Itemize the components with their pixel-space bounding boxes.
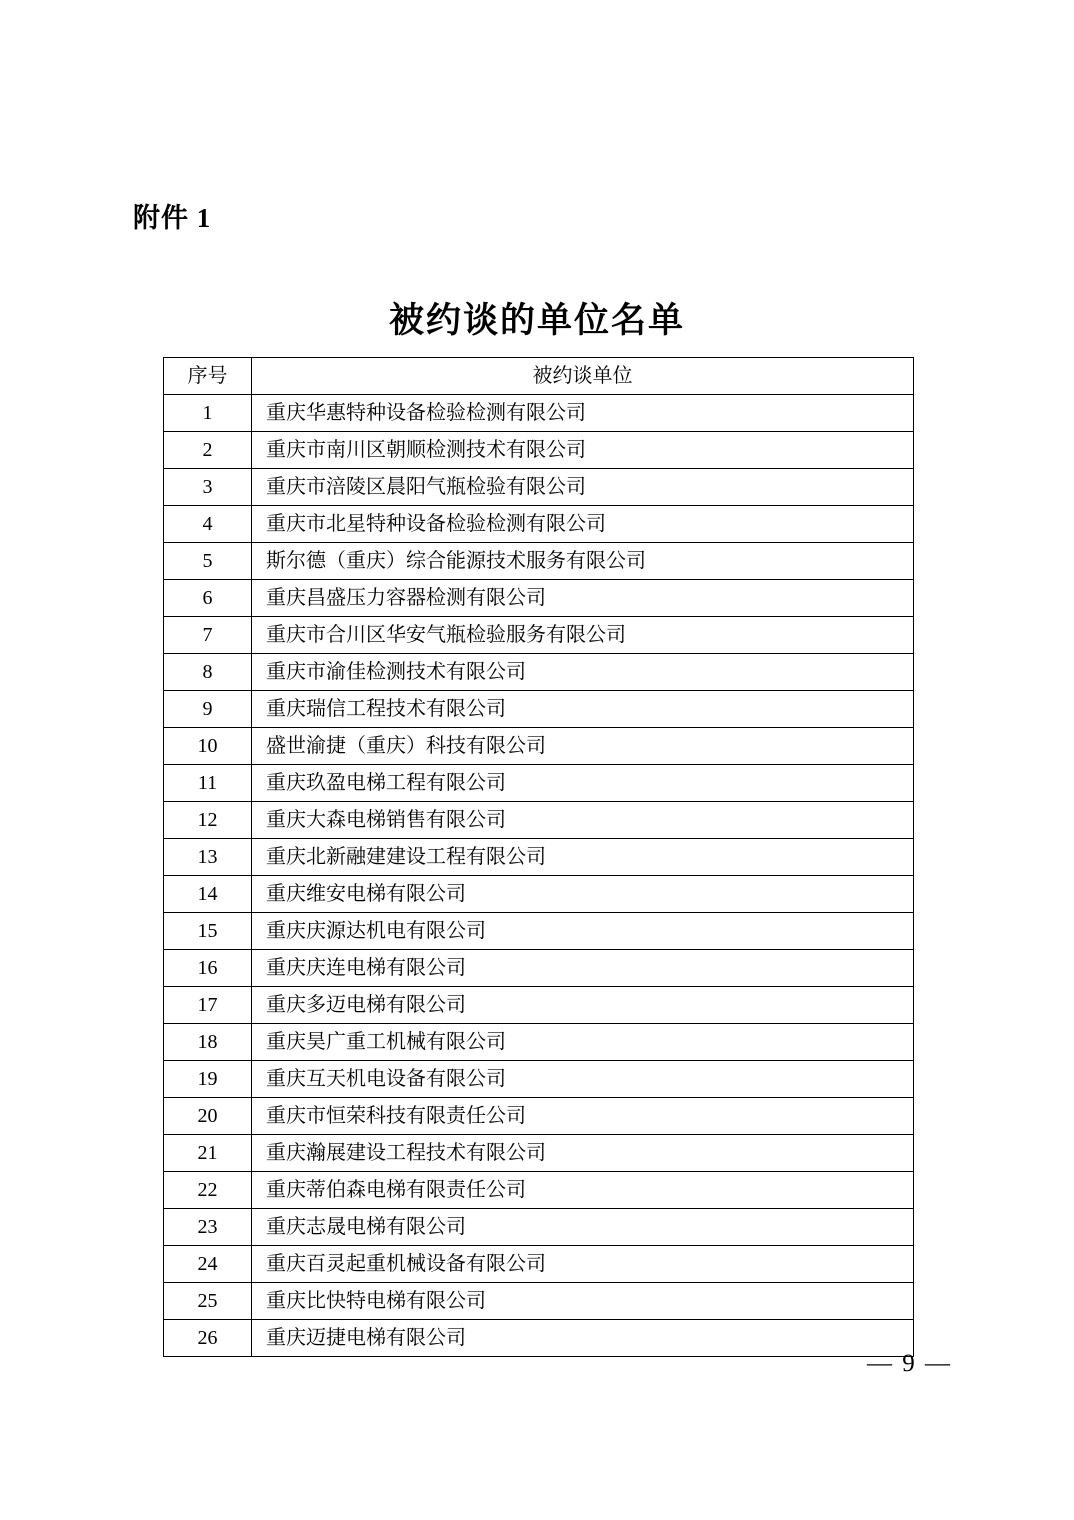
table-row: [164, 1098, 914, 1135]
cell-no: 7: [164, 617, 252, 654]
cell-unit-name: 重庆比快特电梯有限公司: [252, 1283, 914, 1320]
table-body: [164, 395, 914, 1357]
unit-list-table: [163, 357, 914, 1357]
table-row: [164, 1024, 914, 1061]
table-row: [164, 1246, 914, 1283]
page-number: — 9 —: [867, 1350, 952, 1377]
attachment-label: 附件 1: [133, 203, 212, 233]
cell-no: 12: [164, 802, 252, 839]
unit-list-table-container: [163, 357, 913, 1357]
column-header-name: 被约谈单位: [252, 358, 914, 395]
cell-no: 16: [164, 950, 252, 987]
cell-unit-name: 重庆玖盈电梯工程有限公司: [252, 765, 914, 802]
cell-no: 24: [164, 1246, 252, 1283]
table-row: [164, 876, 914, 913]
table-row: [164, 1209, 914, 1246]
cell-no: 13: [164, 839, 252, 876]
cell-no: 10: [164, 728, 252, 765]
cell-unit-name: 重庆百灵起重机械设备有限公司: [252, 1246, 914, 1283]
cell-no: 3: [164, 469, 252, 506]
table-row: [164, 950, 914, 987]
cell-no: 19: [164, 1061, 252, 1098]
table-row: [164, 469, 914, 506]
cell-no: 23: [164, 1209, 252, 1246]
cell-no: 21: [164, 1135, 252, 1172]
table-row: [164, 1283, 914, 1320]
table-row: [164, 802, 914, 839]
table-row: [164, 839, 914, 876]
cell-unit-name: 重庆庆源达机电有限公司: [252, 913, 914, 950]
cell-no: 14: [164, 876, 252, 913]
table-row: [164, 1320, 914, 1357]
cell-unit-name: 重庆蒂伯森电梯有限责任公司: [252, 1172, 914, 1209]
cell-no: 9: [164, 691, 252, 728]
table-row: [164, 987, 914, 1024]
table-row: [164, 765, 914, 802]
table-header-row: [164, 358, 914, 395]
table-row: [164, 617, 914, 654]
cell-unit-name: 重庆维安电梯有限公司: [252, 876, 914, 913]
cell-no: 26: [164, 1320, 252, 1357]
table-row: [164, 543, 914, 580]
cell-unit-name: 盛世渝捷（重庆）科技有限公司: [252, 728, 914, 765]
cell-no: 2: [164, 432, 252, 469]
cell-unit-name: 重庆互天机电设备有限公司: [252, 1061, 914, 1098]
cell-unit-name: 重庆志晟电梯有限公司: [252, 1209, 914, 1246]
cell-no: 1: [164, 395, 252, 432]
cell-unit-name: 重庆瑞信工程技术有限公司: [252, 691, 914, 728]
cell-no: 15: [164, 913, 252, 950]
table-row: [164, 913, 914, 950]
table-row: [164, 1061, 914, 1098]
cell-unit-name: 重庆昌盛压力容器检测有限公司: [252, 580, 914, 617]
cell-no: 18: [164, 1024, 252, 1061]
table-row: [164, 432, 914, 469]
cell-no: 6: [164, 580, 252, 617]
table-row: [164, 1172, 914, 1209]
cell-no: 8: [164, 654, 252, 691]
column-header-no: 序号: [164, 358, 252, 395]
cell-unit-name: 重庆市北星特种设备检验检测有限公司: [252, 506, 914, 543]
cell-no: 4: [164, 506, 252, 543]
cell-no: 17: [164, 987, 252, 1024]
cell-unit-name: 重庆市涪陵区晨阳气瓶检验有限公司: [252, 469, 914, 506]
cell-unit-name: 重庆瀚展建设工程技术有限公司: [252, 1135, 914, 1172]
cell-unit-name: 重庆市渝佳检测技术有限公司: [252, 654, 914, 691]
cell-unit-name: 重庆市合川区华安气瓶检验服务有限公司: [252, 617, 914, 654]
table-row: [164, 691, 914, 728]
cell-unit-name: 重庆华惠特种设备检验检测有限公司: [252, 395, 914, 432]
cell-unit-name: 重庆市南川区朝顺检测技术有限公司: [252, 432, 914, 469]
cell-no: 5: [164, 543, 252, 580]
cell-unit-name: 重庆大森电梯销售有限公司: [252, 802, 914, 839]
cell-unit-name: 重庆昊广重工机械有限公司: [252, 1024, 914, 1061]
cell-unit-name: 重庆多迈电梯有限公司: [252, 987, 914, 1024]
table-row: [164, 506, 914, 543]
cell-no: 20: [164, 1098, 252, 1135]
cell-unit-name: 斯尔德（重庆）综合能源技术服务有限公司: [252, 543, 914, 580]
table-row: [164, 728, 914, 765]
cell-no: 11: [164, 765, 252, 802]
table-row: [164, 1135, 914, 1172]
page-title: 被约谈的单位名单: [388, 301, 685, 340]
cell-no: 22: [164, 1172, 252, 1209]
cell-no: 25: [164, 1283, 252, 1320]
cell-unit-name: 重庆市恒荣科技有限责任公司: [252, 1098, 914, 1135]
table-row: [164, 580, 914, 617]
table-row: [164, 654, 914, 691]
cell-unit-name: 重庆北新融建建设工程有限公司: [252, 839, 914, 876]
cell-unit-name: 重庆庆连电梯有限公司: [252, 950, 914, 987]
cell-unit-name: 重庆迈捷电梯有限公司: [252, 1320, 914, 1357]
table-row: [164, 395, 914, 432]
